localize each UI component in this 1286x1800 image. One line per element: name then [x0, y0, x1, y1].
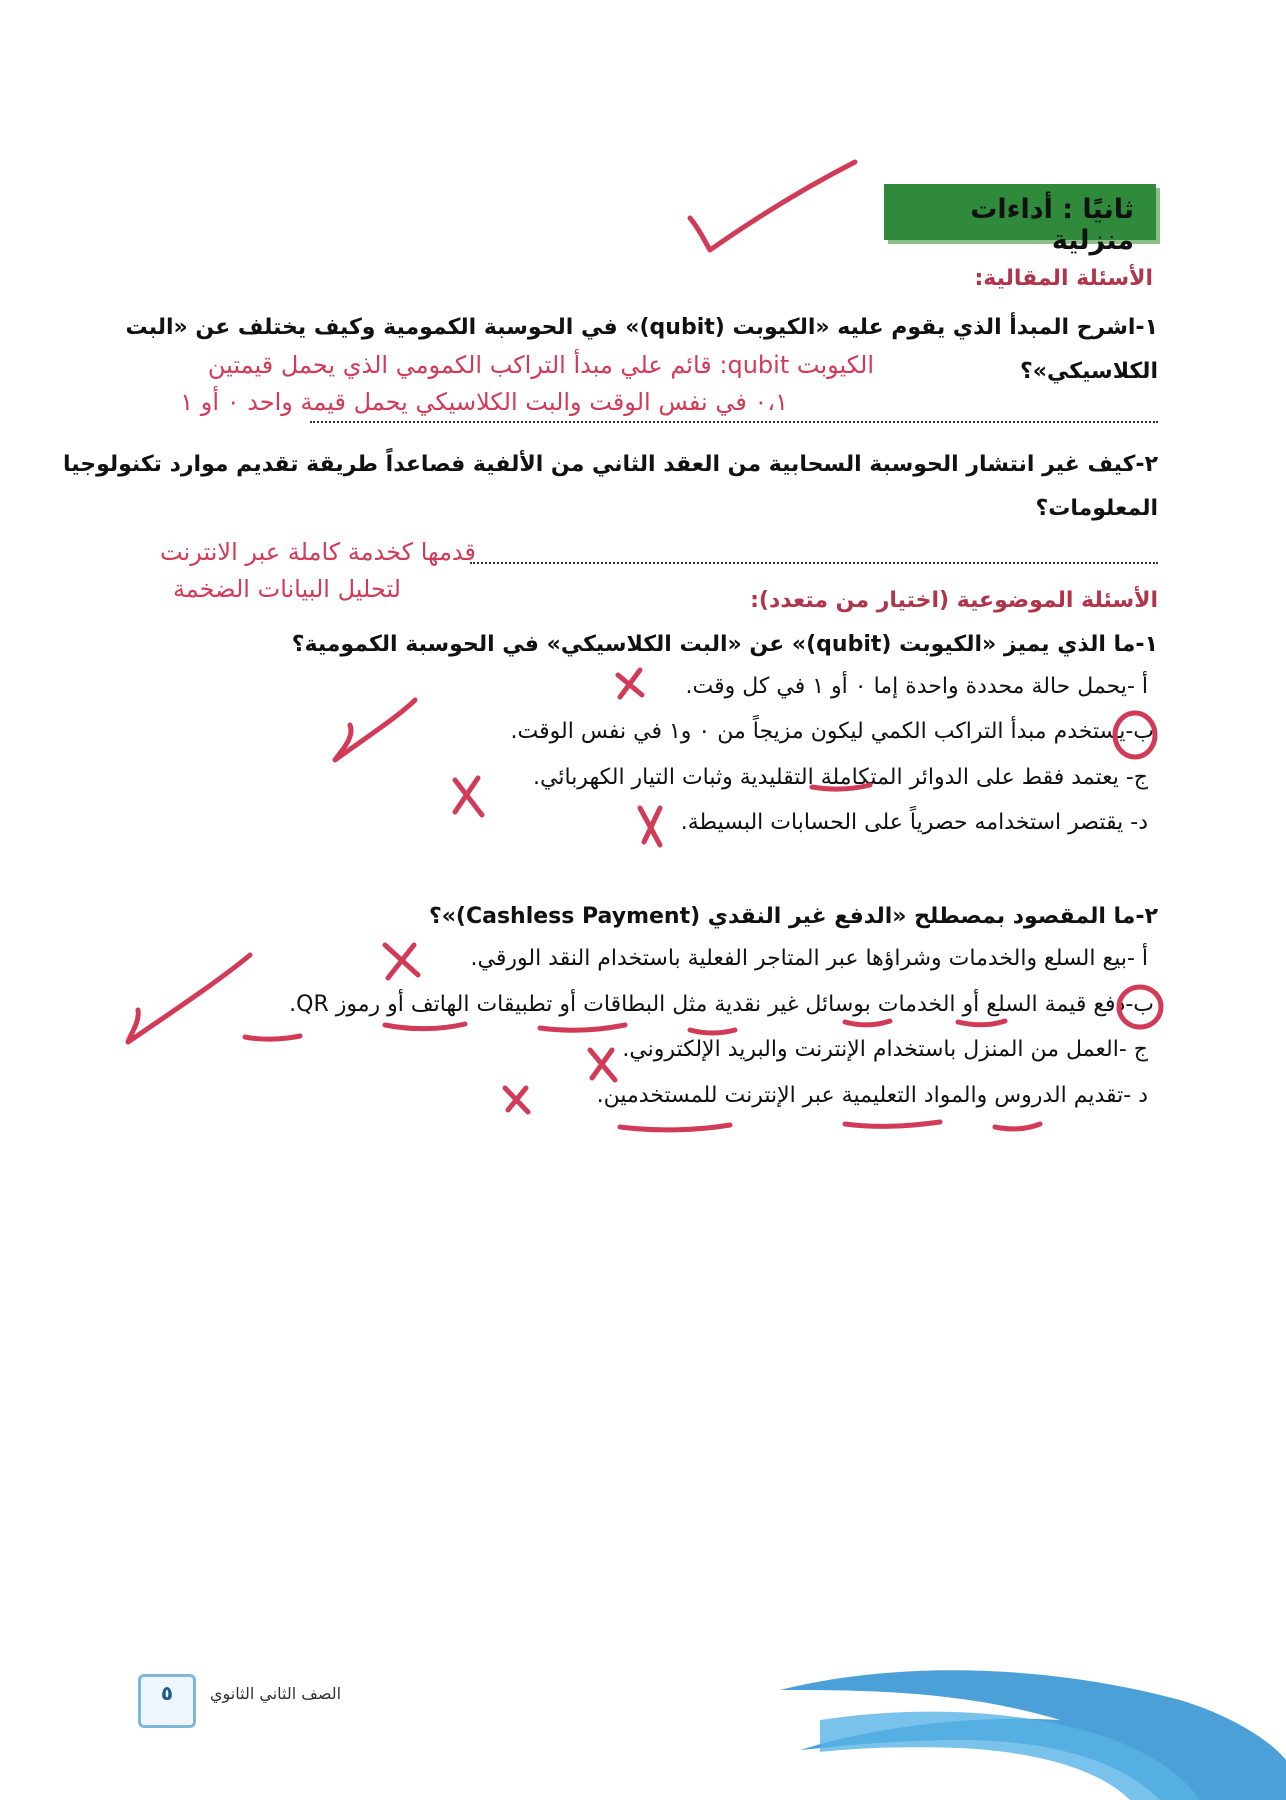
underline-q2-b-1	[245, 1036, 300, 1039]
underline-q2-d-2	[845, 1122, 940, 1126]
mcq-heading: الأسئلة الموضوعية (اختيار من متعدد):	[750, 588, 1158, 613]
underline-q2-b-2	[385, 1024, 465, 1029]
checkmark-q2	[128, 955, 250, 1042]
checkmark-section	[690, 162, 855, 250]
underline-q2-b-6	[958, 1021, 1005, 1025]
mcq-q1-stem: ١-ما الذي يميز «الكيوبت (qubit)» عن «البت الكلاسيكي» في الحوسبة الكمومية؟	[291, 632, 1158, 657]
mcq-q2-option-a: أ -بيع السلع والخدمات وشراؤها عبر المتاجر الفعلية باستخدام النقد الورقي.	[470, 946, 1148, 971]
essay-q1-line1: ١-اشرح المبدأ الذي يقوم عليه «الكيوبت (qubit)» في الحوسبة الكمومية وكيف يختلف عن «البت	[125, 315, 1158, 340]
cross-q1-a	[618, 670, 642, 697]
essay-q1-answer-line	[310, 421, 1158, 423]
cross-q1-d	[640, 808, 660, 845]
mcq-q2-option-b: ب-دفع قيمة السلع أو الخدمات بوسائل غير نقدية مثل البطاقات أو تطبيقات الهاتف أو رموز QR.	[289, 992, 1154, 1017]
section-title: ثانيًا : أداءات منزلية	[970, 194, 1134, 256]
essay-heading: الأسئلة المقالية:	[974, 266, 1153, 291]
mcq-q2-stem: ٢-ما المقصود بمصطلح «الدفع غير النقدي (Cashless Payment)»؟	[428, 904, 1158, 929]
essay-q1-answer-line1: الكيوبت qubit: قائم علي مبدأ التراكب الكمومي الذي يحمل قيمتين	[207, 351, 874, 379]
mcq-q2-option-d: د -تقديم الدروس والمواد التعليمية عبر الإنترنت للمستخدمين.	[596, 1083, 1148, 1108]
cross-q2-d	[505, 1088, 528, 1112]
cross-q2-c	[590, 1050, 615, 1080]
mcq-q1-option-a: أ -يحمل حالة محددة واحدة إما ٠ أو ١ في كل وقت.	[685, 674, 1148, 699]
underline-q2-b-3	[540, 1025, 625, 1030]
cross-q1-c	[455, 778, 482, 815]
underline-q2-b-4	[690, 1030, 735, 1033]
mcq-q1-option-c: ج- يعتمد فقط على الدوائر المتكاملة التقليدية وثبات التيار الكهربائي.	[533, 765, 1148, 790]
mcq-q1-option-b: ب-يستخدم مبدأ التراكب الكمي ليكون مزيجاً من ٠ و١ في نفس الوقت.	[510, 719, 1154, 744]
section-banner	[884, 184, 1156, 256]
essay-q2-answer-line1: قدمها كخدمة كاملة عبر الانترنت	[159, 538, 476, 566]
page-number-badge	[138, 1674, 196, 1728]
essay-q1-answer-line2: ٠،١ في نفس الوقت والبت الكلاسيكي يحمل قيمة واحد ٠ أو ١	[180, 388, 788, 416]
essay-q1-line2: الكلاسيكي»؟	[1020, 359, 1158, 384]
essay-q2-line2: المعلومات؟	[1035, 496, 1158, 521]
page-number: ٥	[160, 1681, 174, 1705]
underline-q2-d-3	[995, 1124, 1040, 1129]
decorative-wave	[780, 1670, 1286, 1800]
footer-grade: الصف الثاني الثانوي	[210, 1684, 342, 1703]
essay-q2-line1: ٢-كيف غير انتشار الحوسبة السحابية من العقد الثاني من الألفية فصاعداً طريقة تقديم موارد تكنولوجيا	[62, 452, 1158, 477]
mcq-q1-option-d: د- يقتصر استخدامه حصرياً على الحسابات البسيطة.	[680, 810, 1148, 835]
cross-q2-a	[385, 945, 418, 978]
underline-q2-d-1	[620, 1125, 730, 1130]
checkmark-q1	[335, 700, 415, 760]
mcq-q2-option-c: ج -العمل من المنزل باستخدام الإنترنت والبريد الإلكتروني.	[622, 1037, 1148, 1062]
essay-q2-answer-line	[470, 562, 1158, 564]
underline-q2-b-5	[845, 1021, 890, 1025]
essay-q2-answer-line2: لتحليل البيانات الضخمة	[172, 575, 401, 603]
